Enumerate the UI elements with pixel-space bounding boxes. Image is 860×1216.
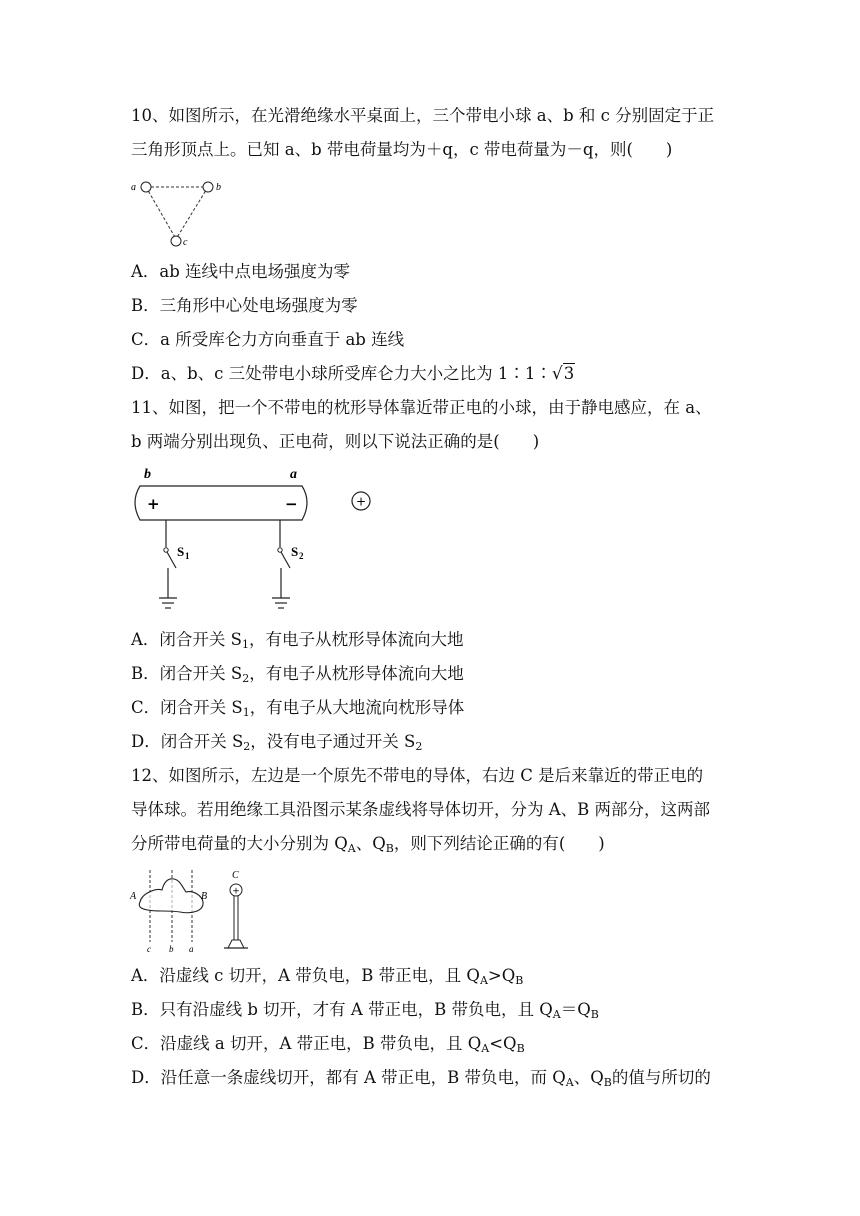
cut-label-b: b (169, 944, 174, 954)
subscript: A (481, 1042, 490, 1055)
q12-stem-line-1: 12、如图所示，左边是一个原先不带电的导体，右边 C 是后来靠近的带正电的 (131, 766, 704, 785)
subscript: A (565, 1076, 574, 1089)
q11-stem-line-1: 11、如图，把一个不带电的枕形导体靠近带正电的小球，由于静电感应，在 a、 (131, 398, 712, 417)
ball-sign: + (355, 494, 367, 509)
text: A．闭合开关 S (131, 630, 242, 649)
text: D．闭合开关 S (131, 732, 244, 751)
end-label-a: a (290, 467, 297, 482)
ball-a (141, 182, 151, 192)
subscript: 2 (243, 740, 251, 753)
switch-s1 (159, 520, 190, 608)
text: ＝Q (560, 1000, 591, 1019)
q10-triangle-figure (126, 176, 226, 248)
text: ，有电子从枕形导体流向大地 (248, 630, 464, 649)
subscript: A (479, 974, 488, 987)
q11-option-d (131, 732, 422, 752)
text: ，则下列结论正确的有( ) (393, 834, 605, 853)
sqrt-radicand: 3 (563, 364, 575, 383)
q11-option-c (131, 698, 464, 718)
text: <Q (489, 1034, 517, 1053)
text: 的值与所切的 (611, 1068, 711, 1087)
sqrt-sign: √ (551, 364, 563, 384)
text: C．沿虚线 a 切开，A 带正电，B 带负电，且 Q (131, 1034, 482, 1053)
switch-s2 (272, 520, 304, 608)
q12-conductor-figure (128, 868, 258, 956)
q11-option-a (131, 630, 463, 650)
q12-option-a (131, 966, 523, 986)
subscript: 1 (241, 638, 249, 651)
switch-s1-subscript: 1 (185, 551, 190, 561)
label-c: c (183, 237, 188, 248)
text: 分所带电荷量的大小分别为 Q (131, 834, 348, 853)
q12-option-c (131, 1034, 525, 1054)
subscript: B (590, 1008, 599, 1021)
switch-s2-label: S (291, 544, 299, 559)
text: ，有电子从枕形导体流向大地 (249, 664, 464, 683)
subscript: 2 (415, 740, 423, 753)
text: ，没有电子通过开关 S (250, 732, 416, 751)
subscript: B (515, 974, 524, 987)
sphere-sign: + (232, 886, 240, 897)
text: B．只有沿虚线 b 切开，才有 A 带正电，B 带负电，且 Q (131, 1000, 553, 1019)
switch-s1-label: S (177, 544, 185, 559)
text: C．闭合开关 S (131, 698, 243, 717)
neutral-conductor (139, 879, 203, 913)
q10-option-b: B．三角形中心处电场强度为零 (131, 296, 358, 315)
text: D．沿任意一条虚线切开，都有 A 带正电，B 带负电，而 Q (131, 1068, 566, 1087)
ball-c (171, 236, 181, 246)
ball-b (203, 182, 213, 192)
text: 、Q (573, 1068, 604, 1087)
q10-option-d-text: D．a、b、c 三处带电小球所受库仑力大小之比为 1∶1∶ (131, 364, 552, 383)
text: A．沿虚线 c 切开，A 带负电，B 带正电，且 Q (131, 966, 480, 985)
q10-option-c: C．a 所受库仑力方向垂直于 ab 连线 (131, 330, 405, 349)
subscript: A (552, 1008, 561, 1021)
label-b: b (216, 182, 221, 193)
insulating-stand (228, 940, 244, 948)
label-C: C (232, 870, 239, 881)
positive-sign: + (147, 495, 160, 513)
subscript: B (385, 842, 394, 855)
q12-stem-line-2: 导体球。若用绝缘工具沿图示某条虚线将导体切开，分为 A、B 两部分，这两部 (131, 800, 711, 819)
q11-option-b (131, 664, 464, 684)
text: ，有电子从大地流向枕形导体 (249, 698, 465, 717)
pillow-conductor (135, 486, 307, 520)
q11-stem-line-2: b 两端分别出现负、正电荷，则以下说法正确的是( ) (131, 432, 540, 451)
subscript: B (603, 1076, 612, 1089)
text: >Q (487, 966, 516, 985)
text: B．闭合开关 S (131, 664, 243, 683)
negative-sign: − (285, 495, 298, 513)
cut-label-c: c (147, 944, 151, 954)
q12-option-b (131, 1000, 599, 1020)
q10-option-a: A．ab 连线中点电场强度为零 (131, 262, 351, 281)
q10-stem-line-2: 三角形顶点上。已知 a、b 带电荷量均为＋q，c 带电荷量为－q，则( ) (131, 140, 673, 159)
subscript: 1 (242, 706, 250, 719)
text: 、Q (355, 834, 386, 853)
q10-option-d (131, 364, 575, 384)
switch-s2-subscript: 2 (299, 551, 304, 561)
end-label-b: b (144, 467, 151, 482)
q10-stem-line-1: 10、如图所示，在光滑绝缘水平桌面上，三个带电小球 a、b 和 c 分别固定于正 (131, 106, 715, 125)
subscript: B (516, 1042, 525, 1055)
q11-pillow-conductor-figure (130, 464, 380, 616)
cut-label-a: a (189, 944, 194, 954)
label-B: B (201, 891, 208, 902)
q12-option-d (131, 1068, 711, 1088)
label-A: A (130, 891, 137, 902)
subscript: A (347, 842, 356, 855)
label-a: a (131, 182, 136, 193)
q12-stem-line-3 (131, 834, 605, 854)
subscript: 2 (242, 672, 250, 685)
